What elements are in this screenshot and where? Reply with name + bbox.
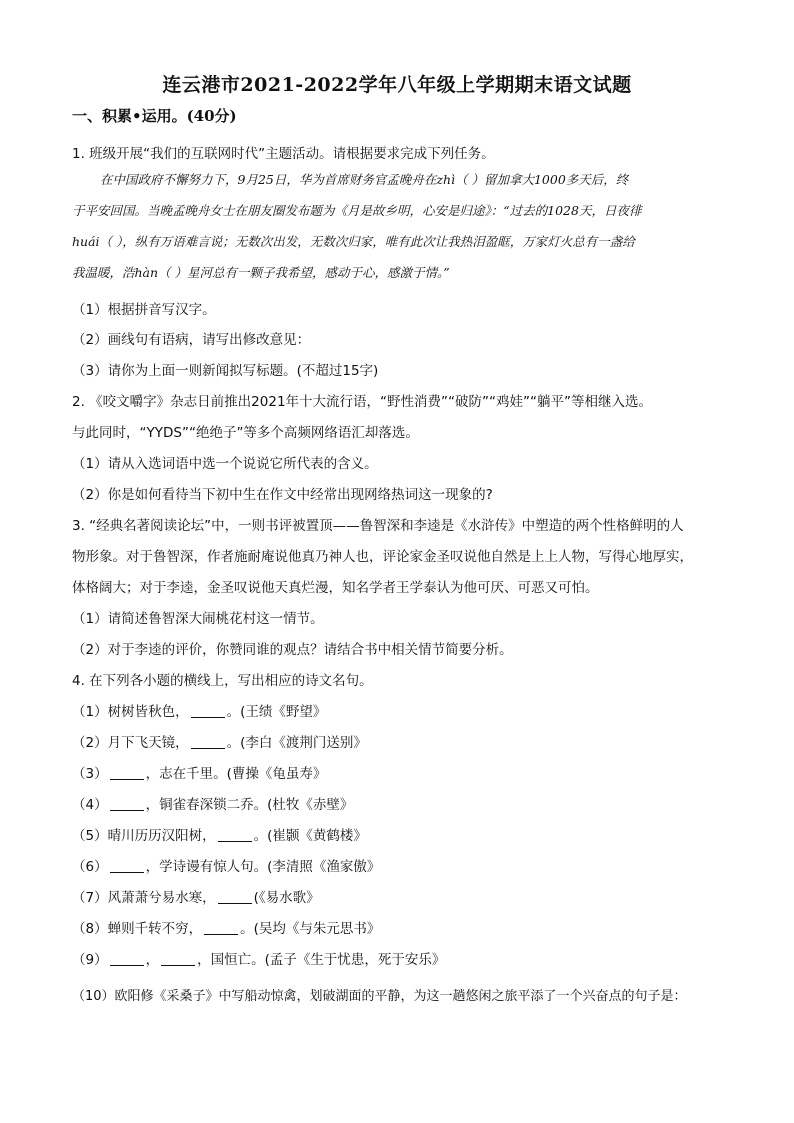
passage-line: huái（ ），纵有万语难言说；无数次出发，无数次归家，唯有此次让我热泪盈眶，万家灯火总有一盏给 (72, 234, 635, 249)
question-1-stem: 1. 班级开展“我们的互联网时代”主题活动。请根据要求完成下列任务。 (72, 146, 495, 162)
question-3-stem-line: 体格阔大；对于李逵，金圣叹说他天真烂漫，知名学者王学泰认为他可厌、可恶又可怕。 (72, 580, 599, 596)
poetry-item (72, 700, 326, 720)
question-2-sub-1: （1）请从入选词语中选一个说说它所代表的含义。 (72, 456, 378, 472)
passage-line: 于平安回国。当晚孟晚舟女士在朋友圈发布题为《月是故乡明，心安是归途》：“过去的1028天，日夜徘 (72, 203, 642, 218)
question-1-sub-3: （3）请你为上面一则新闻拟写标题。(不超过15字) (72, 363, 379, 379)
item-suffix: ，学诗谩有惊人句。(李清照《渔家傲》 (145, 859, 381, 875)
item-number: （6） (72, 859, 108, 875)
item-number: （7） (72, 890, 108, 906)
question-3-stem-line: 物形象。对于鲁智深，作者施耐庵说他真乃神人也，评论家金圣叹说他自然是上上人物，写得心地厚实， (72, 549, 693, 565)
answer-blank[interactable] (161, 965, 195, 966)
item-prefix: 晴川历历汉阳树， (107, 828, 216, 844)
poetry-item (72, 886, 320, 906)
question-2-stem-line: 与此同时，“YYDS”“绝绝子”等多个高频网络语汇却落选。 (72, 425, 419, 441)
item-number: （9） (72, 952, 108, 968)
item-suffix: 。(王绩《野望》 (226, 704, 327, 720)
page-title: 连云港市2021-2022学年八年级上学期期末语文试题 (162, 74, 632, 96)
item-number: （3） (72, 766, 108, 782)
passage-line: 在中国政府不懈努力下，9月25日，华为首席财务官孟晚舟在zhì（ ）留加拿大1000多天后，终 (100, 172, 629, 187)
news-passage (72, 164, 722, 288)
item-suffix: ，志在千里。(曹操《龟虽寿》 (145, 766, 327, 782)
item-suffix: 。(李白《渡荆门送别》 (226, 735, 367, 751)
question-3-stem-line: 3. “经典名著阅读论坛”中，一则书评被置顶——鲁智深和李逵是《水浒传》中塑造的两个性格鲜明的人 (72, 518, 684, 534)
poetry-item (72, 948, 445, 968)
answer-blank[interactable] (204, 934, 238, 935)
item-prefix: 蝉则千转不穷， (107, 921, 203, 937)
passage-line: 我温暖，浩hàn（ ）星河总有一颗子我希望，感动于心，感激于情。” (72, 265, 450, 280)
answer-blank[interactable] (191, 748, 225, 749)
answer-blank[interactable] (110, 872, 144, 873)
item-suffix: 。(崔颢《黄鹤楼》 (253, 828, 367, 844)
section-heading: 一、积累•运用。(40分) (72, 107, 237, 125)
item-suffix: (《易水歌》 (253, 890, 320, 906)
answer-blank[interactable] (110, 779, 144, 780)
answer-blank[interactable] (218, 903, 252, 904)
answer-blank[interactable] (110, 810, 144, 811)
question-4-stem: 4. 在下列各小题的横线上，写出相应的诗文名句。 (72, 673, 373, 689)
item-number: （10） (72, 989, 115, 1004)
question-3-sub-2: （2）对于李逵的评价，你赞同谁的观点？请结合书中相关情节简要分析。 (72, 642, 513, 658)
poetry-item (72, 917, 380, 937)
answer-blank[interactable] (191, 717, 225, 718)
question-3-sub-1: （1）请简述鲁智深大闹桃花村这一情节。 (72, 611, 324, 627)
question-1-sub-2: （2）画线句有语病，请写出修改意见： (72, 332, 311, 348)
item-suffix: ，国恒亡。(孟子《生于忧患，死于安乐》 (197, 952, 446, 968)
item-prefix: 欧阳修《采桑子》中写船动惊禽，划破湖面的平静，为这一趟悠闲之旅平添了一个兴奋点的句子是： (114, 989, 687, 1004)
item-number: （2） (72, 735, 108, 751)
question-2-sub-2: （2）你是如何看待当下初中生在作文中经常出现网络热词这一现象的? (72, 487, 493, 503)
answer-blank[interactable] (110, 965, 144, 966)
poetry-item (72, 762, 326, 782)
item-prefix: 风萧萧兮易水寒， (107, 890, 216, 906)
poetry-item (72, 985, 687, 1004)
item-suffix: 。(吴均《与朱元思书》 (240, 921, 381, 937)
question-2-stem-line: 2. 《咬文嚼字》杂志日前推出2021年十大流行语，“野性消费”“破防”“鸡娃”“躺平”等相继入选。 (72, 394, 652, 410)
item-prefix: 树树皆秋色， (107, 704, 189, 720)
item-prefix: 月下飞天镜， (107, 735, 189, 751)
poetry-item (72, 731, 367, 751)
item-number: （1） (72, 704, 108, 720)
item-number: （8） (72, 921, 108, 937)
poetry-item (72, 793, 353, 813)
answer-blank[interactable] (218, 841, 252, 842)
poetry-item (72, 824, 367, 844)
poetry-item (72, 855, 380, 875)
item-number: （4） (72, 797, 108, 813)
item-number: （5） (72, 828, 108, 844)
item-separator: ， (145, 952, 160, 968)
question-1-sub-1: （1）根据拼音写汉字。 (72, 302, 216, 318)
item-suffix: ，铜雀春深锁二乔。(杜牧《赤壁》 (145, 797, 354, 813)
